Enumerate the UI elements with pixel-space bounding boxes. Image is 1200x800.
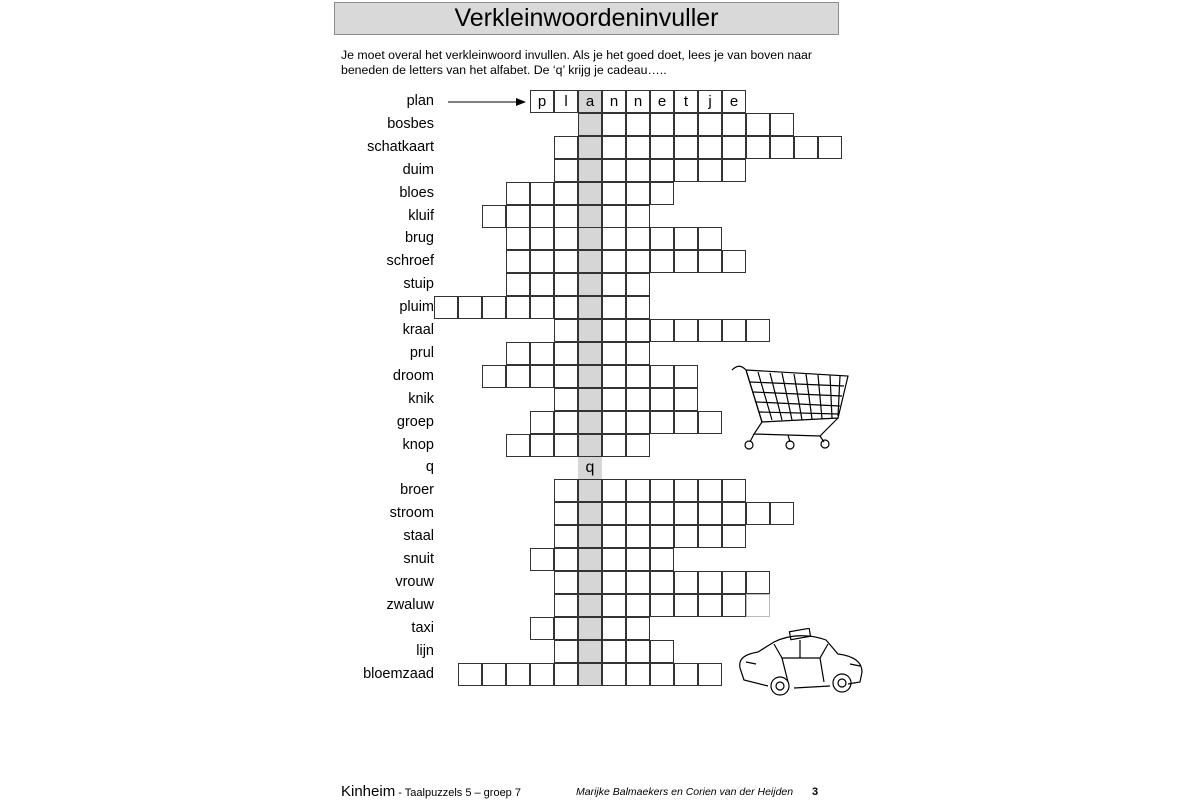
grid-cell[interactable] (626, 525, 650, 548)
grid-cell[interactable] (578, 136, 602, 159)
grid-cell[interactable] (698, 525, 722, 548)
clue-word: knik (408, 390, 434, 407)
grid-cell[interactable] (626, 250, 650, 273)
grid-cell[interactable] (602, 365, 626, 388)
grid-cell[interactable] (722, 479, 746, 502)
footer-left (341, 783, 521, 800)
grid-cell[interactable] (746, 594, 770, 617)
grid-cell[interactable] (530, 182, 554, 205)
grid-cell[interactable] (650, 663, 674, 686)
grid-cell[interactable] (602, 227, 626, 250)
clue-word: prul (409, 344, 434, 361)
grid-cell[interactable] (602, 342, 626, 365)
grid-cell[interactable] (602, 640, 626, 663)
grid-cell[interactable] (674, 594, 698, 617)
grid-cell[interactable] (698, 479, 722, 502)
grid-cell[interactable] (722, 502, 746, 525)
grid-cell[interactable] (674, 227, 698, 250)
grid-cell[interactable]: a (578, 90, 602, 113)
grid-cell[interactable] (578, 640, 602, 663)
grid-cell[interactable] (626, 136, 650, 159)
grid-cell[interactable] (602, 411, 626, 434)
grid-cell[interactable] (674, 411, 698, 434)
grid-cell[interactable] (674, 525, 698, 548)
grid-cell[interactable] (674, 388, 698, 411)
grid-cell[interactable] (626, 663, 650, 686)
grid-cell[interactable] (578, 273, 602, 296)
grid-cell[interactable] (506, 182, 530, 205)
grid-cell[interactable] (578, 434, 602, 457)
grid-cell[interactable] (530, 205, 554, 228)
grid-cell[interactable] (650, 365, 674, 388)
grid-cell[interactable] (650, 548, 674, 571)
grid-cell[interactable] (578, 594, 602, 617)
grid-cell[interactable]: t (674, 90, 698, 113)
grid-cell[interactable] (650, 640, 674, 663)
grid-cell[interactable] (554, 159, 578, 182)
grid-cell[interactable]: j (698, 90, 722, 113)
grid-cell[interactable] (602, 182, 626, 205)
grid-cell[interactable] (698, 594, 722, 617)
grid-cell[interactable] (530, 296, 554, 319)
grid-cell[interactable] (698, 159, 722, 182)
grid-cell[interactable]: e (722, 90, 746, 113)
grid-cell[interactable] (674, 159, 698, 182)
grid-cell[interactable] (602, 479, 626, 502)
grid-cell[interactable] (554, 250, 578, 273)
grid-cell[interactable] (554, 571, 578, 594)
clue-word: vrouw (395, 573, 434, 590)
grid-cell[interactable] (794, 136, 818, 159)
grid-cell[interactable] (674, 250, 698, 273)
grid-cell[interactable] (506, 365, 530, 388)
grid-cell[interactable] (530, 411, 554, 434)
grid-cell[interactable] (530, 227, 554, 250)
grid-cell[interactable] (650, 411, 674, 434)
grid-cell[interactable] (554, 502, 578, 525)
grid-cell[interactable] (626, 319, 650, 342)
grid-cell[interactable] (602, 502, 626, 525)
grid-cell[interactable] (482, 365, 506, 388)
grid-cell[interactable] (554, 319, 578, 342)
clue-word: staal (403, 528, 434, 545)
grid-cell[interactable] (602, 319, 626, 342)
grid-cell[interactable] (602, 617, 626, 640)
grid-cell[interactable] (506, 273, 530, 296)
grid-cell[interactable] (674, 319, 698, 342)
grid-cell[interactable] (602, 159, 626, 182)
grid-cell[interactable] (746, 502, 770, 525)
grid-cell[interactable] (506, 205, 530, 228)
grid-cell[interactable]: p (530, 90, 554, 113)
grid-cell[interactable] (506, 227, 530, 250)
grid-cell[interactable] (698, 136, 722, 159)
grid-cell[interactable] (578, 548, 602, 571)
clue-word: lijn (416, 642, 434, 659)
grid-cell[interactable] (698, 411, 722, 434)
grid-cell[interactable] (626, 617, 650, 640)
clue-word: knop (402, 436, 434, 453)
grid-cell[interactable] (554, 640, 578, 663)
grid-cell[interactable] (698, 227, 722, 250)
grid-cell[interactable] (770, 136, 794, 159)
clue-word: stuip (403, 276, 434, 293)
grid-cell[interactable] (650, 502, 674, 525)
grid-cell[interactable] (626, 640, 650, 663)
grid-cell[interactable] (626, 365, 650, 388)
grid-cell[interactable] (626, 342, 650, 365)
grid-cell[interactable] (554, 296, 578, 319)
clue-word: duim (402, 161, 434, 178)
grid-cell[interactable] (674, 113, 698, 136)
grid-cell[interactable] (698, 113, 722, 136)
grid-cell[interactable] (458, 663, 482, 686)
grid-cell[interactable] (626, 205, 650, 228)
grid-cell[interactable] (698, 571, 722, 594)
clue-word: droom (392, 367, 434, 384)
grid-cell[interactable] (554, 479, 578, 502)
grid-cell[interactable] (650, 571, 674, 594)
grid-cell[interactable]: n (626, 90, 650, 113)
grid-cell[interactable] (554, 411, 578, 434)
grid-cell[interactable] (626, 273, 650, 296)
grid-cell[interactable] (578, 479, 602, 502)
grid-cell[interactable] (506, 296, 530, 319)
grid-cell[interactable] (722, 594, 746, 617)
clue-word: q (425, 459, 434, 476)
grid-cell[interactable] (626, 182, 650, 205)
grid-cell[interactable]: l (554, 90, 578, 113)
page-number: 3 (812, 786, 819, 798)
grid-cell[interactable] (770, 502, 794, 525)
grid-cell[interactable] (698, 319, 722, 342)
grid-cell[interactable] (626, 594, 650, 617)
grid-cell[interactable] (746, 136, 770, 159)
grid-cell[interactable] (602, 113, 626, 136)
clue-word: bosbes (387, 115, 434, 132)
grid-cell[interactable] (650, 136, 674, 159)
grid-cell[interactable] (674, 479, 698, 502)
grid-cell[interactable] (626, 113, 650, 136)
grid-cell[interactable] (626, 411, 650, 434)
grid-cell[interactable] (602, 205, 626, 228)
grid-cell[interactable] (722, 113, 746, 136)
grid-cell[interactable] (578, 227, 602, 250)
grid-cell[interactable] (554, 182, 578, 205)
clue-word: broer (400, 482, 434, 499)
grid-cell[interactable]: n (602, 90, 626, 113)
grid-cell[interactable] (578, 319, 602, 342)
grid-cell[interactable] (722, 525, 746, 548)
grid-cell[interactable] (602, 434, 626, 457)
grid-cell[interactable] (602, 388, 626, 411)
grid-cell[interactable]: e (650, 90, 674, 113)
grid-cell[interactable] (818, 136, 842, 159)
grid-cell[interactable] (722, 159, 746, 182)
grid-cell[interactable] (434, 296, 458, 319)
grid-cell[interactable] (458, 296, 482, 319)
clue-word: brug (404, 230, 434, 247)
grid-cell[interactable] (626, 571, 650, 594)
grid-cell[interactable] (626, 502, 650, 525)
grid-cell[interactable] (626, 296, 650, 319)
grid-cell[interactable] (650, 594, 674, 617)
grid-cell[interactable] (578, 296, 602, 319)
grid-cell[interactable] (698, 250, 722, 273)
grid-cell[interactable] (674, 663, 698, 686)
grid-cell[interactable] (530, 273, 554, 296)
grid-cell[interactable] (602, 663, 626, 686)
grid-cell[interactable] (578, 250, 602, 273)
grid-cell[interactable] (626, 388, 650, 411)
grid-cell[interactable] (554, 663, 578, 686)
grid-cell[interactable] (650, 319, 674, 342)
grid-cell[interactable] (722, 136, 746, 159)
grid-cell[interactable] (674, 571, 698, 594)
arrow-icon (448, 94, 528, 110)
grid-cell[interactable] (602, 250, 626, 273)
grid-cell[interactable] (554, 617, 578, 640)
grid-cell[interactable] (482, 296, 506, 319)
taxi-car-icon (734, 628, 868, 698)
grid-cell[interactable] (578, 182, 602, 205)
grid-cell[interactable] (554, 205, 578, 228)
clue-word: schatkaart (367, 138, 434, 155)
grid-cell[interactable] (602, 273, 626, 296)
grid-cell[interactable] (650, 159, 674, 182)
clue-word: snuit (403, 551, 434, 567)
grid-cell[interactable] (626, 227, 650, 250)
grid-cell[interactable] (602, 571, 626, 594)
grid-cell[interactable] (722, 250, 746, 273)
grid-cell[interactable] (746, 571, 770, 594)
grid-cell[interactable] (746, 319, 770, 342)
clue-word: kraal (402, 322, 434, 338)
grid-cell[interactable] (674, 502, 698, 525)
clue-word: zwaluw (386, 596, 434, 613)
grid-cell[interactable] (482, 205, 506, 228)
grid-cell[interactable] (506, 434, 530, 457)
grid-cell[interactable] (506, 663, 530, 686)
grid-cell[interactable] (722, 319, 746, 342)
grid-cell[interactable] (650, 388, 674, 411)
grid-cell[interactable] (530, 548, 554, 571)
grid-cell[interactable] (578, 159, 602, 182)
grid-cell[interactable] (626, 434, 650, 457)
grid-cell[interactable] (554, 594, 578, 617)
grid-cell[interactable] (506, 250, 530, 273)
instructions: Je moet overal het verkleinwoord invullen. Als je het goed doet, lees je van boven naar beneden de letters van het alfabet. De ‘q’ krijg je cadeau….. (341, 48, 812, 77)
grid-cell[interactable] (650, 250, 674, 273)
grid-cell[interactable] (650, 525, 674, 548)
grid-cell[interactable] (578, 502, 602, 525)
shopping-cart-icon (728, 356, 856, 452)
grid-cell[interactable] (770, 113, 794, 136)
grid-cell[interactable] (578, 617, 602, 640)
grid-cell[interactable] (506, 342, 530, 365)
grid-cell[interactable] (602, 136, 626, 159)
grid-cell[interactable] (554, 342, 578, 365)
grid-cell[interactable] (698, 502, 722, 525)
grid-cell[interactable] (554, 548, 578, 571)
grid-cell[interactable] (554, 273, 578, 296)
grid-cell[interactable] (578, 205, 602, 228)
clue-word: pluim (399, 299, 434, 316)
grid-cell[interactable] (602, 548, 626, 571)
grid-cell[interactable] (650, 113, 674, 136)
grid-cell[interactable] (554, 227, 578, 250)
grid-cell[interactable] (674, 136, 698, 159)
grid-cell[interactable] (530, 617, 554, 640)
footer-brand: Kinheim (341, 783, 396, 800)
grid-cell[interactable] (554, 365, 578, 388)
clue-word: kluif (408, 207, 434, 224)
clue-word: taxi (411, 619, 434, 636)
grid-cell[interactable] (698, 663, 722, 686)
grid-cell[interactable] (722, 571, 746, 594)
grid-cell[interactable] (554, 434, 578, 457)
grid-cell[interactable] (602, 296, 626, 319)
clue-word: stroom (389, 505, 434, 522)
grid-cell[interactable] (530, 663, 554, 686)
footer-series: - Taalpuzzels 5 – groep 7 (398, 787, 521, 799)
grid-cell[interactable] (626, 159, 650, 182)
grid-cell[interactable] (482, 663, 506, 686)
grid-cell[interactable] (578, 571, 602, 594)
grid-cell[interactable] (674, 365, 698, 388)
grid-cell[interactable] (530, 250, 554, 273)
grid-cell[interactable] (650, 227, 674, 250)
clue-word: bloes (399, 184, 434, 201)
grid-cell[interactable] (530, 365, 554, 388)
grid-cell[interactable] (578, 663, 602, 686)
grid-cell[interactable] (554, 525, 578, 548)
grid-cell[interactable] (530, 342, 554, 365)
footer-authors: Marijke Balmaekers en Corien van der Heijden (576, 786, 794, 798)
clue-word: plan (406, 93, 434, 109)
clue-word: bloemzaad (363, 665, 434, 682)
grid-cell[interactable] (578, 525, 602, 548)
page-title: Verkleinwoordeninvuller (334, 2, 839, 35)
grid-cell[interactable] (530, 434, 554, 457)
clue-word: groep (396, 413, 434, 430)
grid-cell[interactable] (578, 365, 602, 388)
q-gift-letter: q (585, 458, 595, 476)
grid-cell[interactable] (602, 525, 626, 548)
grid-cell[interactable] (626, 479, 650, 502)
grid-cell[interactable] (578, 113, 602, 136)
grid-cell[interactable] (650, 479, 674, 502)
grid-cell[interactable] (578, 388, 602, 411)
grid-cell[interactable] (650, 182, 674, 205)
grid-cell[interactable] (554, 136, 578, 159)
grid-cell[interactable] (554, 388, 578, 411)
clue-word: schroef (386, 253, 434, 270)
grid-cell[interactable] (602, 594, 626, 617)
grid-cell[interactable] (746, 113, 770, 136)
grid-cell[interactable] (626, 548, 650, 571)
grid-cell[interactable] (578, 411, 602, 434)
grid-cell[interactable] (578, 342, 602, 365)
